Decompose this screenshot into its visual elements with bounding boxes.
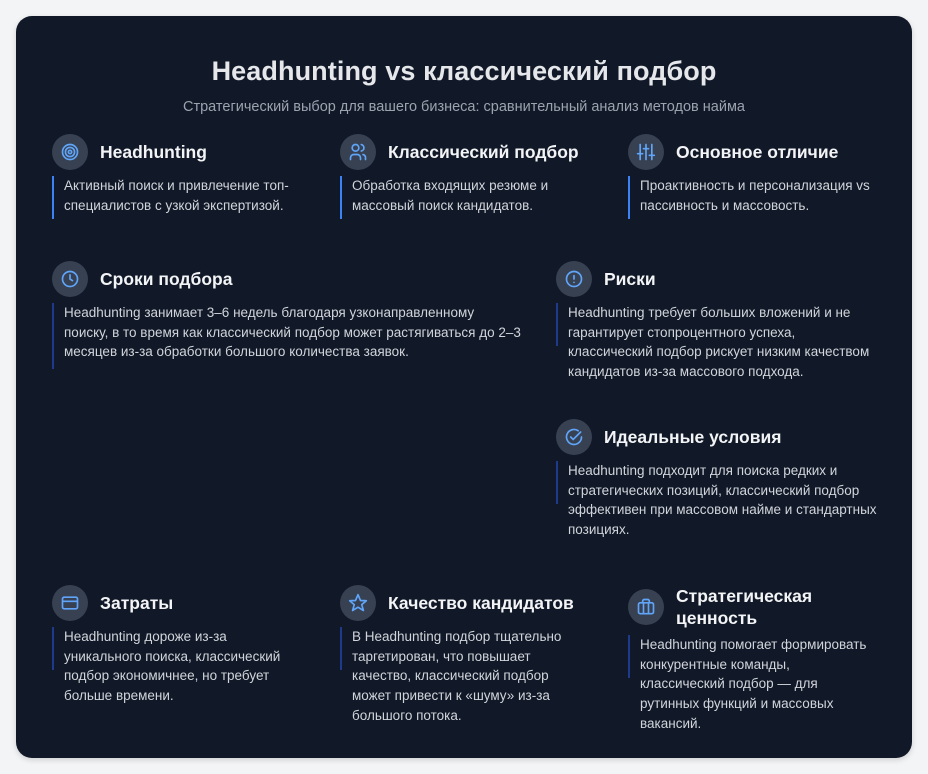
users-icon [340, 134, 376, 170]
sliders-icon [628, 134, 664, 170]
section-text: Обработка входящих резюме и массовый поиск кандидатов. [340, 176, 590, 215]
section-strategic-value [628, 585, 878, 734]
target-icon [52, 134, 88, 170]
section-risks [556, 261, 881, 382]
section-text: Активный поиск и привлечение топ-специалистов с узкой экспертизой. [52, 176, 292, 215]
page-subtitle: Стратегический выбор для вашего бизнеса: сравнительный анализ методов найма [183, 99, 745, 115]
section-text: Headhunting занимает 3–6 недель благодаря узконаправленному поиску, в то время как классический подбор может растягиваться до 2–3 месяцев из-за обработки большого количества заявок. [52, 303, 522, 362]
section-title: Затраты [100, 593, 174, 613]
page-title: Headhunting vs классический подбор [211, 56, 717, 86]
section-candidate-quality [340, 585, 590, 726]
section-title: Сроки подбора [100, 269, 233, 289]
section-title: Основное отличие [676, 142, 839, 162]
credit-card-icon [52, 585, 88, 621]
section-title: Headhunting [100, 142, 207, 162]
section-text: Headhunting подходит для поиска редких и стратегических позиций, классический подбор эффективен при массовом найме и стандартных позициях. [556, 461, 881, 540]
section-title: Качество кандидатов [388, 593, 574, 613]
section-text: В Headhunting подбор тщательно таргетирован, что повышает качество, классический подбор может привести к «шуму» из-за большого потока. [340, 627, 590, 726]
section-text: Headhunting дороже из-за уникального поиска, классический подбор экономичнее, но требует больше времени. [52, 627, 302, 706]
section-timing [52, 261, 522, 362]
section-ideal-conditions [556, 419, 881, 540]
section-headhunting [52, 134, 292, 215]
section-text: Headhunting требует больших вложений и не гарантирует стопроцентного успеха, классический подбор рискует низким качеством кандидатов из-за массового подхода. [556, 303, 881, 382]
section-text: Проактивность и персонализация vs пассивность и массовость. [628, 176, 888, 215]
section-text: Headhunting помогает формировать конкурентные команды, классический подбор — для рутинных функций и массовых вакансий. [628, 635, 878, 734]
section-title: Классический подбор [388, 142, 579, 162]
check-circle-icon [556, 419, 592, 455]
section-classic-recruiting [340, 134, 590, 215]
section-main-difference [628, 134, 888, 215]
section-title: Риски [604, 269, 656, 289]
section-costs [52, 585, 302, 706]
alert-circle-icon [556, 261, 592, 297]
section-title: Стратегическая ценность [676, 586, 813, 628]
clock-icon [52, 261, 88, 297]
section-title: Идеальные условия [604, 427, 782, 447]
briefcase-icon [628, 589, 664, 625]
infographic-card [16, 16, 912, 758]
star-icon [340, 585, 376, 621]
